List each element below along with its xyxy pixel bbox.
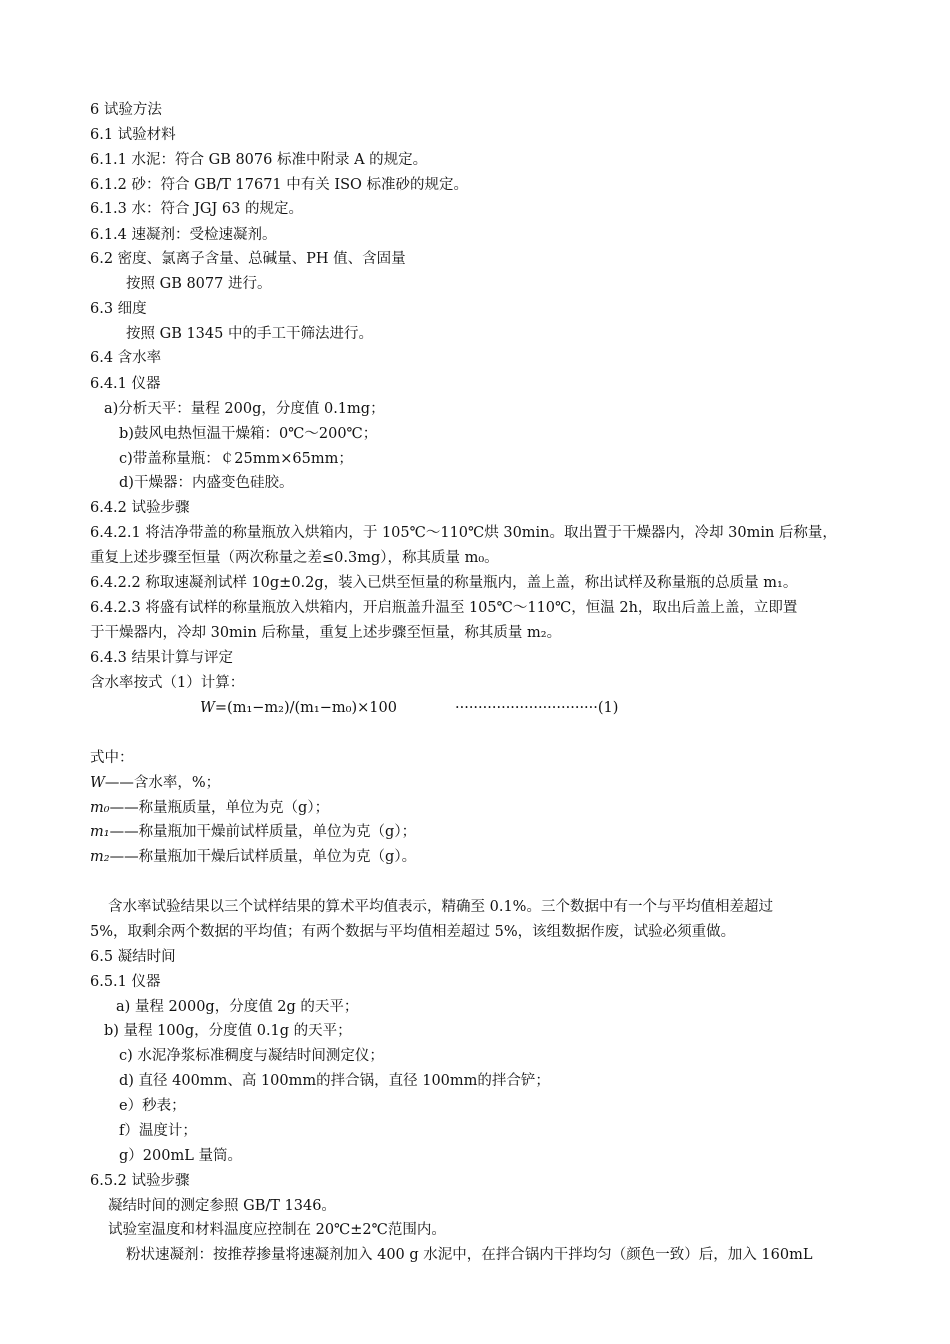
paragraph: 6.4.2.2 称取速凝剂试样 10g±0.2g，装入已烘至恒量的称量瓶内，盖上盖，称出试样及称量瓶的总质量 m₁。 bbox=[90, 575, 798, 591]
equation-variable: W bbox=[200, 700, 215, 716]
paragraph: 6.1.2 砂：符合 GB/T 17671 中有关 ISO 标准砂的规定。 bbox=[90, 177, 469, 193]
symbol: W bbox=[90, 775, 105, 791]
list-item: a) 量程 2000g，分度值 2g 的天平； bbox=[116, 999, 359, 1015]
subsection-heading: 6.5.2 试验步骤 bbox=[90, 1173, 190, 1189]
where-label: 式中： bbox=[90, 750, 134, 766]
where-item: W——含水率，%； bbox=[90, 775, 221, 791]
subsection-heading: 6.4.1 仪器 bbox=[90, 376, 161, 392]
paragraph: 凝结时间的测定参照 GB/T 1346。 bbox=[108, 1198, 336, 1214]
paragraph: 含水率试验结果以三个试样结果的算术平均值表示，精确至 0.1%。三个数据中有一个与平均值相差超过 bbox=[108, 899, 773, 915]
symbol: m₀ bbox=[90, 800, 110, 816]
subsection-heading: 6.5 凝结时间 bbox=[90, 949, 176, 965]
section-heading: 6 试验方法 bbox=[90, 102, 162, 118]
subsection-heading: 6.3 细度 bbox=[90, 301, 147, 317]
paragraph: 6.4.2.1 将洁净带盖的称量瓶放入烘箱内，于 105℃～110℃烘 30min。取出置于干燥器内，冷却 30min 后称量， bbox=[90, 525, 837, 541]
list-item: b) 量程 100g，分度值 0.1g 的天平； bbox=[104, 1023, 352, 1039]
list-item: f）温度计； bbox=[119, 1123, 197, 1139]
paragraph: 6.1.1 水泥：符合 GB 8076 标准中附录 A 的规定。 bbox=[90, 152, 428, 168]
symbol: m₁ bbox=[90, 824, 110, 840]
list-item: a)分析天平：量程 200g，分度值 0.1mg； bbox=[104, 401, 385, 417]
paragraph: 试验室温度和材料温度应控制在 20℃±2℃范围内。 bbox=[108, 1222, 446, 1238]
list-item: c) 水泥净浆标准稠度与凝结时间测定仪； bbox=[119, 1048, 384, 1064]
subsection-heading: 6.2 密度、氯离子含量、总碱量、PH 值、含固量 bbox=[90, 251, 406, 267]
paragraph: 6.1.3 水：符合 JGJ 63 的规定。 bbox=[90, 201, 303, 217]
list-item: b)鼓风电热恒温干燥箱：0℃～200℃； bbox=[119, 426, 378, 442]
subsection-heading: 6.4 含水率 bbox=[90, 350, 162, 366]
paragraph: 于干燥器内，冷却 30min 后称量，重复上述步骤至恒量，称其质量 m₂。 bbox=[90, 625, 562, 641]
subsection-heading: 6.4.2 试验步骤 bbox=[90, 500, 190, 516]
paragraph: 粉状速凝剂：按推荐掺量将速凝剂加入 400 g 水泥中，在拌合锅内干拌均匀（颜色一致）后，加入 160mL bbox=[126, 1247, 813, 1263]
paragraph: 5%，取剩余两个数据的平均值；有两个数据与平均值相差超过 5%，该组数据作废，试验必须重做。 bbox=[90, 924, 736, 940]
subsection-heading: 6.5.1 仪器 bbox=[90, 974, 161, 990]
list-item: d)干燥器：内盛变色硅胶。 bbox=[119, 475, 294, 491]
list-item: g）200mL 量筒。 bbox=[119, 1148, 242, 1164]
list-item: d) 直径 400mm、高 100mm的拌合锅，直径 100mm的拌合铲； bbox=[119, 1073, 550, 1089]
paragraph: 按照 GB 8077 进行。 bbox=[126, 276, 272, 292]
paragraph: 按照 GB 1345 中的手工干筛法进行。 bbox=[126, 326, 373, 342]
list-item: c)带盖称量瓶：￠25mm×65mm； bbox=[119, 451, 353, 467]
equation-number: ·······························(1) bbox=[455, 700, 619, 716]
paragraph: 重复上述步骤至恒量（两次称量之差≤0.3mg），称其质量 m₀。 bbox=[90, 550, 499, 566]
where-item: m₁——称量瓶加干燥前试样质量，单位为克（g）； bbox=[90, 824, 417, 840]
where-item: m₀——称量瓶质量，单位为克（g）； bbox=[90, 800, 330, 816]
list-item: e）秒表； bbox=[119, 1098, 186, 1114]
symbol: m₂ bbox=[90, 849, 110, 865]
subsection-heading: 6.1 试验材料 bbox=[90, 127, 176, 143]
equation-expression: =(m₁−m₂)/(m₁−m₀)×100 bbox=[214, 700, 397, 716]
equation bbox=[200, 699, 397, 717]
paragraph: 含水率按式（1）计算： bbox=[90, 675, 245, 691]
paragraph: 6.1.4 速凝剂：受检速凝剂。 bbox=[90, 227, 277, 243]
where-item: m₂——称量瓶加干燥后试样质量，单位为克（g）。 bbox=[90, 849, 417, 865]
subsection-heading: 6.4.3 结果计算与评定 bbox=[90, 650, 234, 666]
paragraph: 6.4.2.3 将盛有试样的称量瓶放入烘箱内，开启瓶盖升温至 105℃～110℃，恒温 2h，取出后盖上盖，立即置 bbox=[90, 600, 798, 616]
